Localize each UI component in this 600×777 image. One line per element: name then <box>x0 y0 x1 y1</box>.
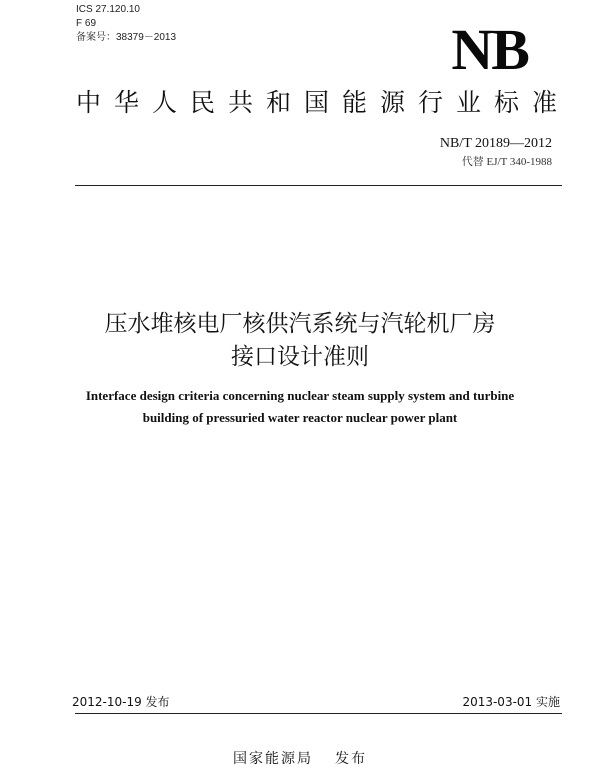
replaces-standard: 代替 EJ/T 340-1988 <box>461 156 552 168</box>
issue-date: 2012-10-19 发布 <box>72 695 170 709</box>
chinese-title-line-2: 接口设计准则 <box>231 344 369 370</box>
ccs-code: F 69 <box>76 18 97 29</box>
filing-number: 备案号：38379－2013 <box>76 32 177 43</box>
chinese-title-line-1: 压水堆核电厂核供汽系统与汽轮机厂房 <box>104 311 496 337</box>
bottom-divider <box>75 713 562 714</box>
nb-logo: NB <box>451 17 528 82</box>
english-title-line-2: building of pressuried water reactor nuclear power plant <box>142 410 458 425</box>
standard-classification: 中华人民共和国能源行业标准 <box>76 88 571 117</box>
top-divider <box>75 185 562 186</box>
publisher-line <box>0 750 600 768</box>
standard-number: NB/T 20189—2012 <box>439 136 552 151</box>
publisher-name: 国家能源局 <box>233 751 313 767</box>
ics-code: ICS 27.120.10 <box>76 4 140 15</box>
english-title-line-1: Interface design criteria concerning nuclear steam supply system and turbine <box>85 388 515 403</box>
document-metadata <box>76 3 176 45</box>
implementation-date: 2013-03-01 实施 <box>462 695 560 709</box>
publisher-action: 发布 <box>335 751 367 767</box>
